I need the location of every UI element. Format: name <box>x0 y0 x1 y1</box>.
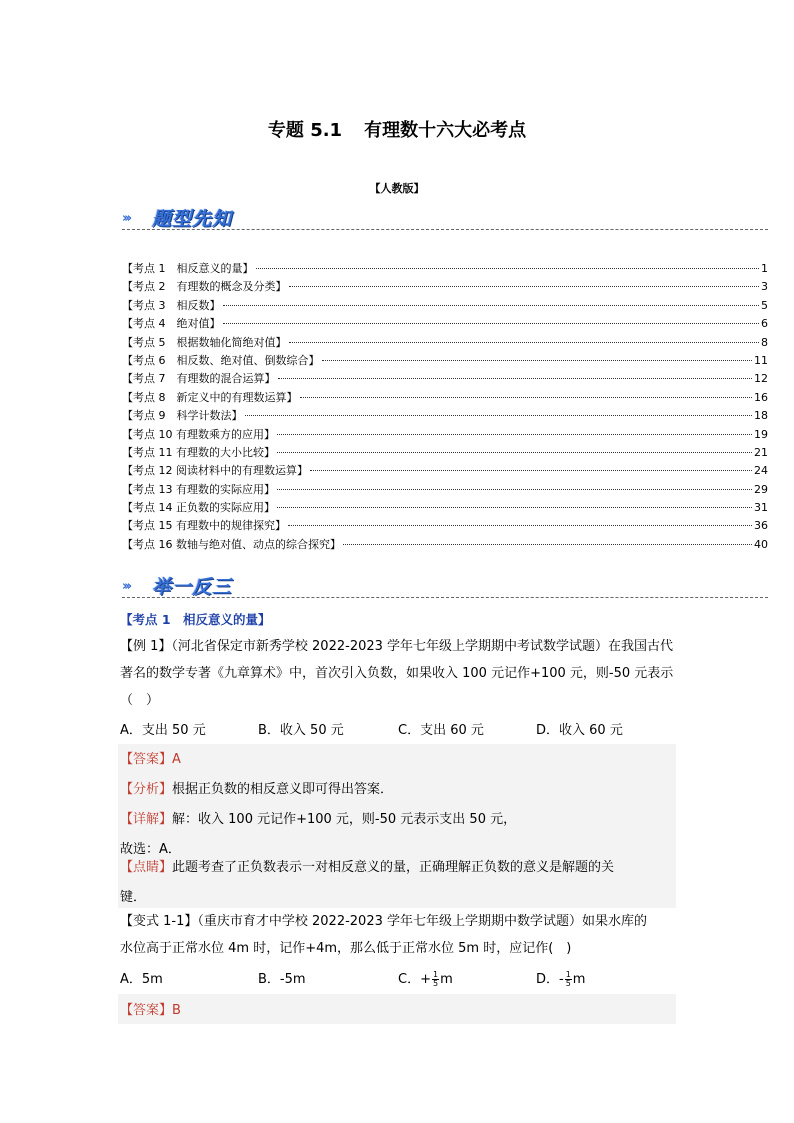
toc-item-page: 19 <box>754 427 768 441</box>
toc-item[interactable] <box>122 426 768 444</box>
example1-option-a: A．支出 50 元 <box>120 723 206 738</box>
example1-option-d: D．收入 60 元 <box>536 723 623 738</box>
toc-item[interactable] <box>122 352 768 370</box>
toc-item[interactable] <box>122 260 768 278</box>
answer-value: B <box>172 1003 181 1018</box>
toc-item-page: 24 <box>754 464 768 478</box>
section-divider <box>122 229 768 230</box>
comment-line1: 此题考查了正负数表示一对相反意义的量，正确理解正负数的意义是解题的关 <box>172 860 615 875</box>
variant1-options <box>120 968 680 990</box>
toc-leader-dots <box>277 452 752 453</box>
page-title <box>0 116 794 142</box>
practice-section-label: 举一反三 <box>152 576 233 598</box>
toc-section-heading <box>122 204 768 230</box>
edition-label: 【人教版】 <box>369 182 425 195</box>
variant1-question <box>120 908 680 962</box>
variant1-line1: （重庆市育才中学校 2022-2023 学年七年级上学期期中数学试题）如果水库的 <box>197 914 647 929</box>
variant1-tag: 【变式 1-1】 <box>120 914 198 929</box>
toc-item-title: 【考点 2 有理数的概念及分类】 <box>122 280 287 294</box>
toc-item[interactable] <box>122 297 768 315</box>
toc-item[interactable] <box>122 499 768 517</box>
analysis-text: 根据正负数的相反意义即可得出答案． <box>172 782 394 797</box>
toc-item[interactable] <box>122 370 768 388</box>
toc-item-title: 【考点 15 有理数中的规律探究】 <box>122 519 286 533</box>
toc-item-page: 40 <box>754 537 768 551</box>
answer-label: 【答案】 <box>120 1003 173 1018</box>
toc-item-page: 8 <box>761 335 768 349</box>
answer-label: 【答案】 <box>120 752 173 767</box>
toc-item-page: 11 <box>754 353 768 367</box>
toc-item-page: 18 <box>754 409 768 423</box>
toc-leader-dots <box>288 525 752 526</box>
toc-item[interactable] <box>122 407 768 425</box>
toc-leader-dots <box>322 360 753 361</box>
answer-value: A <box>172 752 181 767</box>
toc-item-page: 3 <box>761 280 768 294</box>
example1-option-c: C．支出 60 元 <box>398 723 484 738</box>
toc-item-page: 12 <box>754 372 768 386</box>
detail-label: 【详解】 <box>120 812 173 827</box>
toc-item-page: 31 <box>754 501 768 515</box>
toc-item-title: 【考点 10 有理数乘方的应用】 <box>122 427 275 441</box>
toc-item[interactable] <box>122 389 768 407</box>
variant1-line2: 水位高于正常水位 4m 时，记作+4m，那么低于正常水位 5m 时，应记作( ) <box>120 941 572 956</box>
example1-solution-box <box>118 744 676 908</box>
example1-comment-line2: 键． <box>120 890 147 905</box>
example1-analysis <box>120 778 393 797</box>
toc-item-title: 【考点 16 数轴与绝对值、动点的综合探究】 <box>122 537 341 551</box>
toc-item-page: 29 <box>754 482 768 496</box>
example1-conclusion: 故选：A． <box>120 842 181 857</box>
toc-item-title: 【考点 9 科学计数法】 <box>122 409 243 423</box>
chevron-right-icon: ››› <box>122 211 130 226</box>
toc-leader-dots <box>223 305 760 306</box>
toc-leader-dots <box>289 286 760 287</box>
toc-item-page: 6 <box>761 317 768 331</box>
toc-item-title: 【考点 3 相反数】 <box>122 298 221 312</box>
toc-section-label: 题型先知 <box>152 208 233 230</box>
practice-section-heading <box>122 572 768 598</box>
toc-leader-dots <box>310 470 752 471</box>
toc-item-title: 【考点 5 根据数轴化简绝对值】 <box>122 335 287 349</box>
chevron-right-icon: ››› <box>122 579 130 594</box>
toc-leader-dots <box>289 342 760 343</box>
toc-leader-dots <box>223 323 760 324</box>
variant1-option-c: C．+ $\frac{1}{5}$ m <box>398 970 453 988</box>
toc-item-title: 【考点 11 有理数的大小比较】 <box>122 445 275 459</box>
variant1-answer-box <box>118 994 676 1024</box>
toc-item-page: 21 <box>754 445 768 459</box>
detail-text: 解：收入 100 元记作+100 元，则-50 元表示支出 50 元， <box>172 812 517 827</box>
toc-item-title: 【考点 8 新定义中的有理数运算】 <box>122 390 298 404</box>
toc-item[interactable] <box>122 278 768 296</box>
toc-item-page: 5 <box>761 298 768 312</box>
toc-item[interactable] <box>122 517 768 535</box>
toc-item-page: 36 <box>754 519 768 533</box>
analysis-label: 【分析】 <box>120 782 173 797</box>
example1-text: （河北省保定市新秀学校 2022-2023 学年七年级上学期期中考试数学试题）在我国古代著名的数学专著《九章算术》中，首次引入负数，如果收入 100 元记作+100 元，则-50 元表示（ ） <box>120 639 674 708</box>
table-of-contents <box>122 260 768 554</box>
example1-options <box>120 719 680 741</box>
toc-leader-dots <box>277 434 752 435</box>
toc-leader-dots <box>245 415 753 416</box>
toc-leader-dots <box>300 397 753 398</box>
toc-leader-dots <box>256 268 760 269</box>
kp1-heading: 【考点 1 相反意义的量】 <box>120 612 271 627</box>
example1-option-b: B．收入 50 元 <box>258 723 344 738</box>
toc-item[interactable] <box>122 481 768 499</box>
example1-question <box>120 633 680 714</box>
toc-item-title: 【考点 14 正负数的实际应用】 <box>122 501 275 515</box>
toc-item[interactable] <box>122 334 768 352</box>
example1-tag: 【例 1】 <box>120 639 172 654</box>
variant1-option-a: A．5m <box>120 972 163 987</box>
toc-leader-dots <box>277 489 752 490</box>
example1-detail <box>120 808 516 827</box>
toc-item[interactable] <box>122 462 768 480</box>
section-divider <box>122 597 768 598</box>
toc-item-page: 16 <box>754 390 768 404</box>
toc-item-page: 1 <box>761 262 768 275</box>
variant1-answer <box>120 999 181 1018</box>
variant1-option-b: B．-5m <box>258 972 306 987</box>
toc-item-title: 【考点 13 有理数的实际应用】 <box>122 482 275 496</box>
toc-item-title: 【考点 7 有理数的混合运算】 <box>122 372 276 386</box>
variant1-option-d: D．- $\frac{1}{5}$ m <box>536 970 586 988</box>
toc-item[interactable] <box>122 536 768 554</box>
toc-leader-dots <box>343 544 752 545</box>
toc-item-title: 【考点 1 相反意义的量】 <box>122 262 254 275</box>
example1-comment <box>120 856 614 875</box>
toc-item-title: 【考点 12 阅读材料中的有理数运算】 <box>122 464 308 478</box>
title-main: 有理数十六大必考点 <box>364 120 527 141</box>
comment-label: 【点睛】 <box>120 860 173 875</box>
toc-item-title: 【考点 4 绝对值】 <box>122 317 221 331</box>
toc-item[interactable] <box>122 444 768 462</box>
example1-answer <box>120 748 181 767</box>
toc-item[interactable] <box>122 315 768 333</box>
toc-leader-dots <box>277 507 752 508</box>
toc-leader-dots <box>278 378 753 379</box>
title-prefix: 专题 5.1 <box>267 120 343 141</box>
toc-item-title: 【考点 6 相反数、绝对值、倒数综合】 <box>122 353 320 367</box>
